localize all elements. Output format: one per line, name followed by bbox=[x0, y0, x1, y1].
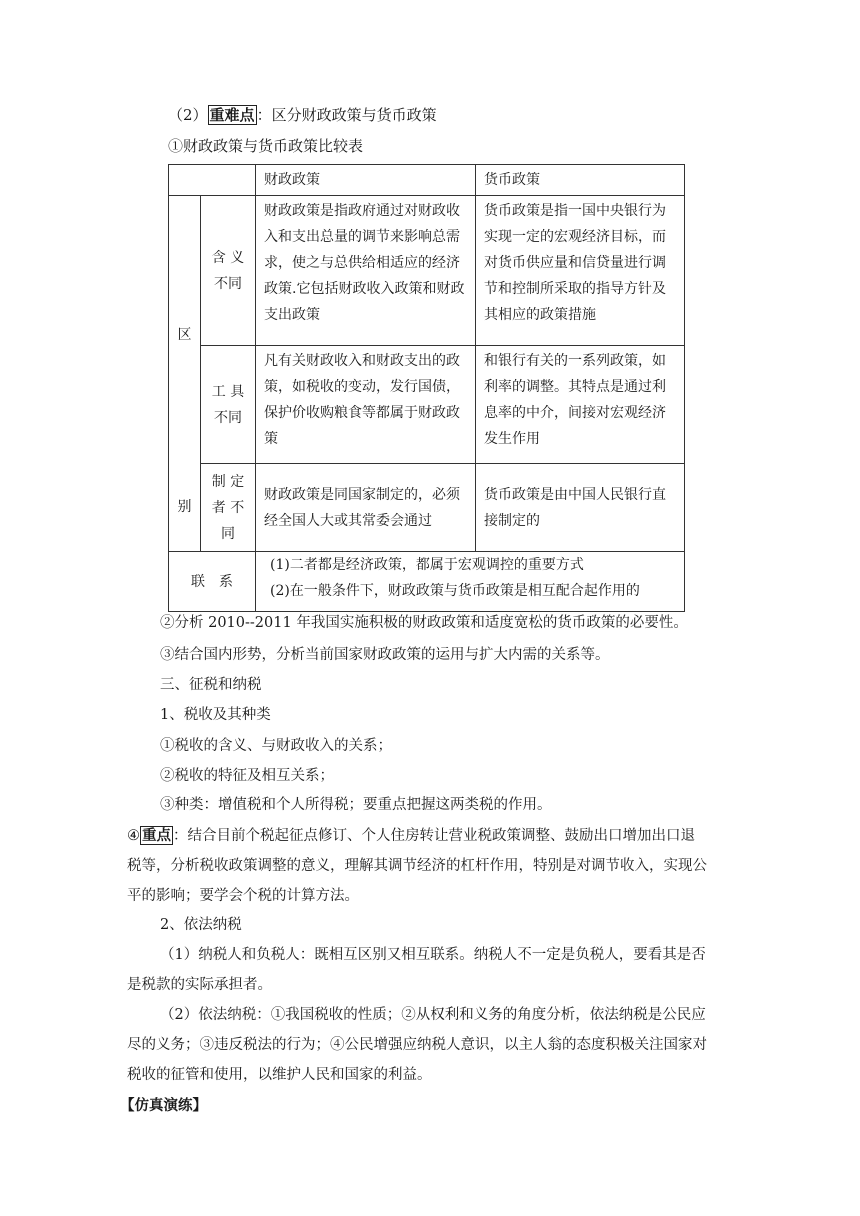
link-content bbox=[256, 552, 685, 612]
row-label-maker: 制 定 者 不 同 bbox=[201, 464, 256, 552]
cell-monetary-tools: 和银行有关的一系列政策，如利率的调整。其特点是通过利息率的中介，间接对宏观经济发生作用 bbox=[476, 346, 685, 464]
table-row bbox=[169, 346, 685, 464]
paragraph: （2）依法纳税：①我国税收的性质；②从权利和义务的角度分析，依法纳税是公民应 bbox=[160, 1007, 706, 1023]
link-line-2: (2)在一般条件下，财政政策与货币政策是相互配合起作用的 bbox=[270, 583, 640, 599]
paragraph: ②分析 2010--2011 年我国实施积极的财政政策和适度宽松的货币政策的必要性。 bbox=[160, 615, 688, 631]
key-point-tag: 重点 bbox=[142, 827, 171, 844]
cell-fiscal-meaning: 财政政策是指政府通过对财政收入和支出总量的调节来影响总需求，使之与总供给相适应的经济政策.它包括财政收入政策和财政支出政策 bbox=[256, 196, 476, 346]
table-row-link bbox=[169, 552, 685, 612]
row-group-label bbox=[169, 196, 201, 552]
paragraph: ②税收的特征及相互关系； bbox=[160, 768, 334, 784]
comparison-table bbox=[168, 164, 685, 612]
exercise-heading: 【仿真演练】 bbox=[120, 1097, 207, 1114]
section-title: 三、征税和纳税 bbox=[160, 677, 262, 693]
paragraph: 税收的征管和使用，以维护人民和国家的利益。 bbox=[127, 1067, 432, 1083]
paragraph: 税等，分析税收政策调整的意义，理解其调节经济的杠杆作用，特别是对调节收入，实现公 bbox=[127, 858, 707, 874]
header-monetary: 货币政策 bbox=[476, 165, 685, 196]
subsection-title: 2、依法纳税 bbox=[160, 917, 242, 933]
corner-cell bbox=[169, 165, 256, 196]
table-row bbox=[169, 464, 685, 552]
paragraph: ③种类：增值税和个人所得税；要重点把握这两类税的作用。 bbox=[160, 797, 552, 813]
row-label-meaning: 含 义 不同 bbox=[201, 196, 256, 346]
cell-fiscal-maker: 财政政策是同国家制定的，必须经全国人大或其常委会通过 bbox=[256, 464, 476, 552]
paragraph: 是税款的实际承担者。 bbox=[127, 977, 272, 993]
paragraph: 平的影响；要学会个税的计算方法。 bbox=[127, 888, 359, 904]
header-fiscal: 财政政策 bbox=[256, 165, 476, 196]
subsection-title: 1、税收及其种类 bbox=[160, 707, 271, 723]
link-line-1: (1)二者都是经济政策，都属于宏观调控的重要方式 bbox=[270, 557, 584, 573]
key-point-text: ：结合目前个税起征点修订、个人住房转让营业税政策调整、鼓励出口增加出口退 bbox=[173, 828, 695, 844]
heading-text: ：区分财政政策与货币政策 bbox=[256, 106, 437, 124]
key-point-prefix: ④ bbox=[127, 828, 140, 844]
table-header-row bbox=[169, 165, 685, 196]
paragraph: ③结合国内形势，分析当前国家财政政策的运用与扩大内需的关系等。 bbox=[160, 647, 610, 663]
row-label-tools: 工 具 不同 bbox=[201, 346, 256, 464]
group-label-top: 区 bbox=[177, 327, 192, 343]
key-difficulty-tag: 重难点 bbox=[209, 106, 255, 124]
paragraph: （1）纳税人和负税人：既相互区别又相互联系。纳税人不一定是负税人，要看其是否 bbox=[160, 947, 706, 963]
key-point-line-1 bbox=[127, 826, 695, 846]
cell-monetary-meaning: 货币政策是指一国中央银行为实现一定的宏观经济目标，而对货币供应量和信贷量进行调节和控制所采取的指导方针及其相应的政策措施 bbox=[476, 196, 685, 346]
cell-fiscal-tools: 凡有关财政收入和财政支出的政策，如税收的变动，发行国债，保护价收购粮食等都属于财政政策 bbox=[256, 346, 476, 464]
link-label: 联 系 bbox=[169, 552, 256, 612]
paragraph: ①税收的含义、与财政收入的关系； bbox=[160, 738, 392, 754]
paragraph: 尽的义务；③违反税法的行为；④公民增强应纳税人意识，以主人翁的态度积极关注国家对 bbox=[127, 1037, 707, 1053]
group-label-bottom: 别 bbox=[177, 499, 192, 515]
heading-prefix: （2） bbox=[168, 106, 208, 124]
section-heading bbox=[168, 105, 437, 125]
table-title: ①财政政策与货币政策比较表 bbox=[168, 137, 364, 155]
table-row bbox=[169, 196, 685, 346]
cell-monetary-maker: 货币政策是由中国人民银行直接制定的 bbox=[476, 464, 685, 552]
